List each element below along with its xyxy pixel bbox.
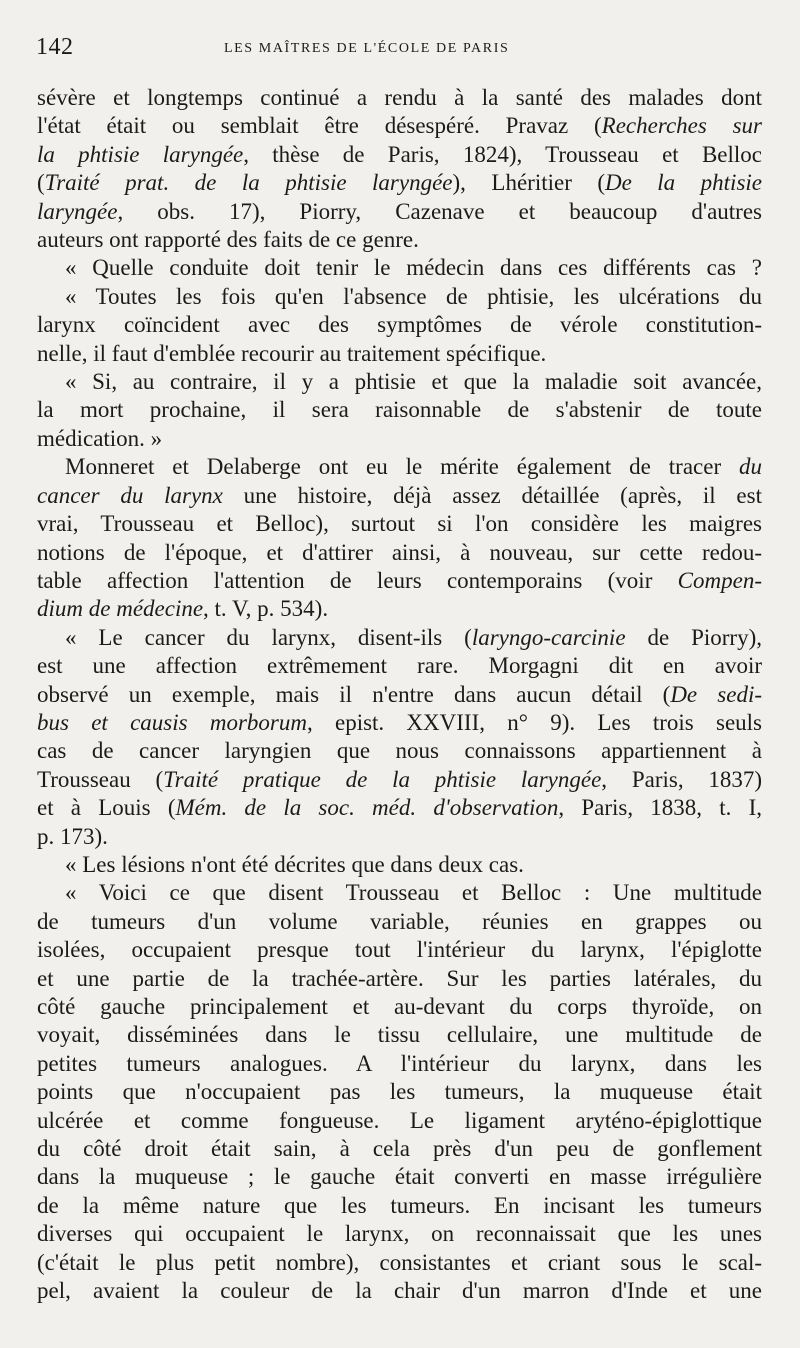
text-line: la mort prochaine, il sera raisonnable de s'abstenir de toute [37, 397, 762, 423]
text-line: « Le cancer du larynx, disent-ils (laryngo-carcinie de Piorry), [65, 624, 762, 650]
text-line: « Voici ce que disent Trousseau et Belloc : Une multitude [65, 880, 762, 906]
text-line: cas de cancer laryngien que nous connaissons appartiennent à [37, 738, 762, 764]
text-line: points que n'occupaient pas les tumeurs, la muqueuse était [37, 1079, 762, 1105]
text-line: vrai, Trousseau et Belloc), surtout si l'on considère les maigres [37, 511, 762, 537]
text-line: « Toutes les fois qu'en l'absence de phtisie, les ulcérations du [65, 283, 762, 309]
body-text [37, 84, 762, 1305]
text-line: notions de l'époque, et d'attirer ainsi, à nouveau, sur cette redou- [37, 539, 762, 565]
text-line: (c'était le plus petit nombre), consistantes et criant sous le scal- [37, 1249, 762, 1275]
text-line: diverses qui occupaient le larynx, on reconnaissait que les unes [37, 1221, 762, 1247]
text-line: l'état était ou semblait être désespéré. Pravaz (Recherches sur [37, 113, 762, 139]
text-line: dium de médecine, t. V, p. 534). [37, 596, 329, 622]
text-line: de tumeurs d'un volume variable, réunies en grappes ou [37, 908, 762, 934]
text-line: Trousseau (Traité pratique de la phtisie laryngée, Paris, 1837) [37, 766, 762, 792]
text-line: table affection l'attention de leurs contemporains (voir Compen- [37, 567, 762, 593]
text-line: médication. » [37, 425, 163, 451]
text-line: et une partie de la trachée-artère. Sur les parties latérales, du [37, 965, 762, 991]
text-line: est une affection extrêmement rare. Morgagni dit en avoir [37, 653, 762, 679]
text-line: « Les lésions n'ont été décrites que dans deux cas. [65, 851, 524, 877]
text-line: laryngée, obs. 17), Piorry, Cazenave et beaucoup d'autres [37, 198, 762, 224]
text-line: auteurs ont rapporté des faits de ce genre. [37, 227, 419, 253]
text-line: et à Louis (Mém. de la soc. méd. d'observation, Paris, 1838, t. I, [37, 795, 762, 821]
page-header [36, 34, 764, 64]
text-line: dans la muqueuse ; le gauche était converti en masse irrégulière [37, 1164, 762, 1190]
text-line: voyait, disséminées dans le tissu cellulaire, une multitude de [37, 1022, 762, 1048]
text-line: (Traité prat. de la phtisie laryngée), Lhéritier (De la phtisie [37, 170, 762, 196]
text-line: de la même nature que les tumeurs. En incisant les tumeurs [37, 1192, 762, 1218]
page-number: 142 [36, 34, 74, 60]
text-line: la phtisie laryngée, thèse de Paris, 1824), Trousseau et Belloc [37, 141, 762, 167]
text-line: pel, avaient la couleur de la chair d'un marron d'Inde et une [37, 1278, 762, 1304]
text-line: bus et causis morborum, epist. XXVIII, n° 9). Les trois seuls [37, 709, 762, 735]
text-line: sévère et longtemps continué a rendu à la santé des malades dont [37, 85, 762, 110]
text-line: larynx coïncident avec des symptômes de vérole constitution- [37, 312, 762, 338]
text-line: « Quelle conduite doit tenir le médecin dans ces différents cas ? [65, 255, 762, 281]
text-line: cancer du larynx une histoire, déjà assez détaillée (après, il est [37, 482, 762, 508]
text-line: nelle, il faut d'emblée recourir au traitement spécifique. [37, 340, 547, 366]
running-title: LES MAÎTRES DE L'ÉCOLE DE PARIS [224, 41, 510, 56]
text-line: isolées, occupaient presque tout l'intérieur du larynx, l'épiglotte [37, 937, 762, 963]
text-line: « Si, au contraire, il y a phtisie et que la maladie soit avancée, [65, 369, 762, 395]
text-line: p. 173). [37, 823, 108, 849]
text-line: ulcérée et comme fongueuse. Le ligament aryténo-épiglottique [37, 1107, 762, 1133]
text-line: côté gauche principalement et au-devant du corps thyroïde, on [37, 994, 762, 1019]
text-line: du côté droit était sain, à cela près d'un peu de gonflement [37, 1136, 762, 1162]
text-line: Monneret et Delaberge ont eu le mérite également de tracer du [65, 454, 762, 480]
text-line: petites tumeurs analogues. A l'intérieur du larynx, dans les [37, 1050, 762, 1076]
text-line: observé un exemple, mais il n'entre dans aucun détail (De sedi- [37, 681, 762, 707]
